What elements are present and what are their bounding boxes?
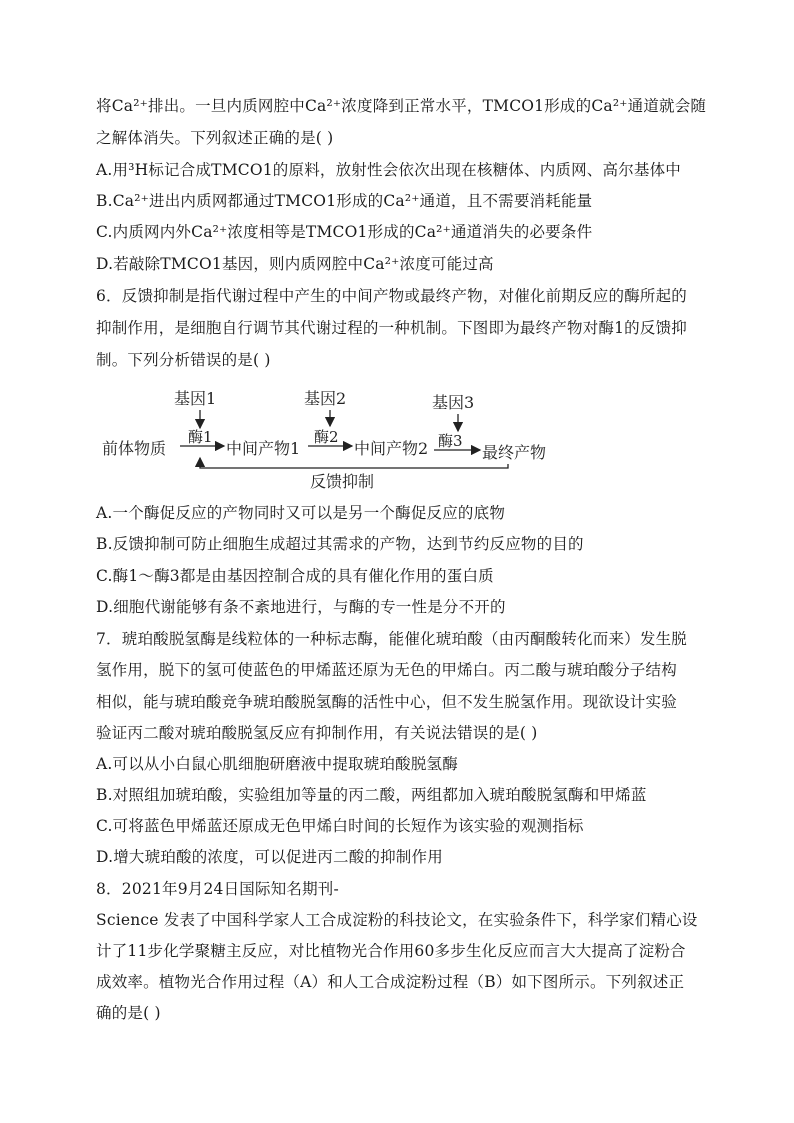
question-8-line: 8．2021年9月24日国际知名期刊- xyxy=(96,880,339,898)
enzyme1-label: 酶1 xyxy=(188,428,213,446)
enzyme3-label: 酶3 xyxy=(438,432,463,450)
text-line: 抑制作用，是细胞自行调节其代谢过程的一种机制。下图即为最终产物对酶1的反馈抑 xyxy=(96,319,687,337)
option-d-line: D.若敲除TMCO1基因，则内质网腔中Ca²⁺浓度可能过高 xyxy=(96,255,494,273)
option-d-line: D.细胞代谢能够有条不紊地进行，与酶的专一性是分不开的 xyxy=(96,598,506,616)
option-c-line: C.可将蓝色甲烯蓝还原成无色甲烯白时间的长短作为该实验的观测指标 xyxy=(96,817,584,835)
gene1-label: 基因1 xyxy=(174,389,217,408)
text-line: 计了11步化学聚糖主反应，对比植物光合作用60多步生化反应而言大大提高了淀粉合 xyxy=(96,942,686,960)
option-b-line: B.Ca²⁺进出内质网都通过TMCO1形成的Ca²⁺通道，且不需要消耗能量 xyxy=(96,192,593,210)
gene3-label: 基因3 xyxy=(432,393,475,412)
precursor-label: 前体物质 xyxy=(102,439,167,458)
option-a-line: A.可以从小白鼠心肌细胞研磨液中提取琥珀酸脱氢酶 xyxy=(96,755,458,773)
option-b-line: B.反馈抑制可防止细胞生成超过其需求的产物，达到节约反应物的目的 xyxy=(96,535,584,553)
gene2-label: 基因2 xyxy=(304,389,347,408)
feedback-arrow xyxy=(200,458,508,468)
final-product-label: 最终产物 xyxy=(482,443,547,462)
text-line: Science 发表了中国科学家人工合成淀粉的科技论文，在实验条件下，科学家们精心设 xyxy=(96,911,698,929)
option-d-line: D.增大琥珀酸的浓度，可以促进丙二酸的抑制作用 xyxy=(96,848,443,866)
text-line: 确的是( ) xyxy=(96,1004,161,1022)
text-line: 将Ca²⁺排出。一旦内质网腔中Ca²⁺浓度降到正常水平，TMCO1形成的Ca²⁺通道就会随 xyxy=(96,97,707,115)
intermediate2-label: 中间产物2 xyxy=(354,439,429,458)
feedback-label: 反馈抑制 xyxy=(310,472,375,491)
option-a-line: A.用³H标记合成TMCO1的原料，放射性会依次出现在核糖体、内质网、高尔基体中 xyxy=(96,161,681,179)
text-line: 验证丙二酸对琥珀酸脱氢反应有抑制作用，有关说法错误的是( ) xyxy=(96,724,538,742)
feedback-inhibition-diagram xyxy=(96,384,566,494)
text-line: 之解体消失。下列叙述正确的是( ) xyxy=(96,129,334,147)
text-line: 相似，能与琥珀酸竞争琥珀酸脱氢酶的活性中心，但不发生脱氢作用。现欲设计实验 xyxy=(96,693,677,711)
intermediate1-label: 中间产物1 xyxy=(226,439,301,458)
text-line: 氢作用，脱下的氢可使蓝色的甲烯蓝还原为无色的甲烯白。丙二酸与琥珀酸分子结构 xyxy=(96,661,677,679)
option-a-line: A.一个酶促反应的产物同时又可以是另一个酶促反应的底物 xyxy=(96,504,506,522)
option-b-line: B.对照组加琥珀酸，实验组加等量的丙二酸，两组都加入琥珀酸脱氢酶和甲烯蓝 xyxy=(96,786,647,804)
text-line: 成效率。植物光合作用过程（A）和人工合成淀粉过程（B）如下图所示。下列叙述正 xyxy=(96,973,685,991)
enzyme2-label: 酶2 xyxy=(314,428,339,446)
option-c-line: C.酶1～酶3都是由基因控制合成的具有催化作用的蛋白质 xyxy=(96,567,494,585)
option-c-line: C.内质网内外Ca²⁺浓度相等是TMCO1形成的Ca²⁺通道消失的必要条件 xyxy=(96,223,593,241)
text-line: 制。下列分析错误的是( ) xyxy=(96,351,271,369)
question-6-line: 6．反馈抑制是指代谢过程中产生的中间产物或最终产物，对催化前期反应的酶所起的 xyxy=(96,287,687,305)
question-7-line: 7．琥珀酸脱氢酶是线粒体的一种标志酶，能催化琥珀酸（由丙酮酸转化而来）发生脱 xyxy=(96,630,687,648)
